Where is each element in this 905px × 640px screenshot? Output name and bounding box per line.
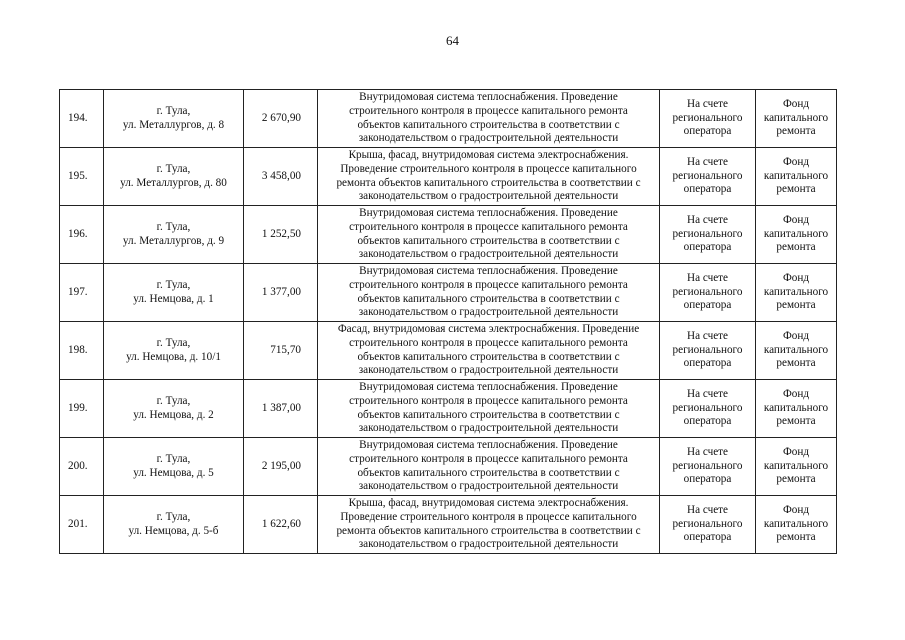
address-cell-line: г. Тула, [156, 104, 191, 117]
account-cell-line: регионального [672, 169, 743, 182]
funding-source-cell-line: Фонд [782, 504, 810, 517]
work-description-cell-line: объектов капитального строительства в соответствии с [357, 234, 620, 247]
work-description-cell-line: Фасад, внутридомовая система электроснабжения. Проведение [337, 323, 640, 336]
work-description-cell-line: законодательством о градостроительной деятельности [358, 364, 619, 377]
address-cell-line: ул. Немцова, д. 5 [133, 466, 214, 479]
account-cell-line: оператора [683, 357, 732, 370]
account-cell-line: регионального [672, 111, 743, 124]
work-description-cell-line: законодательством о градостроительной деятельности [358, 190, 619, 203]
work-description-cell [318, 148, 660, 206]
work-description-cell-line: объектов капитального строительства в соответствии с [357, 350, 620, 363]
address-cell-line: г. Тула, [156, 394, 191, 407]
funding-source-cell [756, 148, 837, 206]
funding-source-cell [756, 90, 837, 148]
work-description-cell-line: Проведение строительного контроля в процессе капитального [340, 162, 637, 175]
cost-cell: 1 622,60 [244, 496, 318, 554]
cost-cell: 3 458,00 [244, 148, 318, 206]
work-description-cell-line: строительного контроля в процессе капитального ремонта [349, 220, 628, 233]
table-row [60, 438, 837, 496]
work-description-cell-line: строительного контроля в процессе капитального ремонта [349, 336, 628, 349]
cost-cell: 1 377,00 [244, 264, 318, 322]
registry-table [59, 89, 837, 554]
funding-source-cell-line: ремонта [776, 357, 816, 370]
account-cell [660, 496, 756, 554]
funding-source-cell-line: ремонта [776, 241, 816, 254]
account-cell [660, 206, 756, 264]
account-cell-line: На счете [686, 214, 729, 227]
work-description-cell [318, 438, 660, 496]
funding-source-cell [756, 438, 837, 496]
account-cell-line: На счете [686, 330, 729, 343]
account-cell-line: регионального [672, 459, 743, 472]
address-cell-line: ул. Металлургов, д. 9 [122, 234, 225, 247]
account-cell-line: оператора [683, 531, 732, 544]
address-cell-line: г. Тула, [156, 510, 191, 523]
address-cell-line: ул. Немцова, д. 10/1 [126, 350, 221, 363]
funding-source-cell-line: Фонд [782, 388, 810, 401]
account-cell-line: На счете [686, 98, 729, 111]
funding-source-cell-line: капитального [763, 459, 829, 472]
cost-cell: 1 387,00 [244, 380, 318, 438]
work-description-cell-line: Внутридомовая система теплоснабжения. Проведение [359, 91, 618, 104]
address-cell-line: г. Тула, [156, 452, 191, 465]
row-number: 197. [60, 264, 104, 322]
funding-source-cell-line: ремонта [776, 415, 816, 428]
work-description-cell [318, 322, 660, 380]
address-cell-line: г. Тула, [156, 278, 191, 291]
funding-source-cell [756, 264, 837, 322]
work-description-cell-line: объектов капитального строительства в соответствии с [357, 408, 620, 421]
work-description-cell-line: Внутридомовая система теплоснабжения. Проведение [359, 207, 618, 220]
table-row [60, 496, 837, 554]
work-description-cell-line: законодательством о градостроительной деятельности [358, 132, 619, 145]
address-cell [104, 496, 244, 554]
account-cell-line: оператора [683, 299, 732, 312]
funding-source-cell-line: капитального [763, 169, 829, 182]
row-number: 198. [60, 322, 104, 380]
work-description-cell-line: законодательством о градостроительной деятельности [358, 422, 619, 435]
account-cell [660, 90, 756, 148]
address-cell-line: ул. Немцова, д. 1 [133, 292, 214, 305]
work-description-cell-line: Внутридомовая система теплоснабжения. Проведение [359, 381, 618, 394]
row-number: 194. [60, 90, 104, 148]
funding-source-cell-line: ремонта [776, 473, 816, 486]
funding-source-cell-line: Фонд [782, 330, 810, 343]
table-row [60, 380, 837, 438]
work-description-cell [318, 264, 660, 322]
work-description-cell-line: объектов капитального строительства в соответствии с [357, 466, 620, 479]
address-cell [104, 148, 244, 206]
work-description-cell-line: Крыша, фасад, внутридомовая система электроснабжения. [348, 149, 629, 162]
work-description-cell [318, 206, 660, 264]
address-cell [104, 322, 244, 380]
work-description-cell-line: Крыша, фасад, внутридомовая система электроснабжения. [348, 497, 629, 510]
funding-source-cell-line: ремонта [776, 299, 816, 312]
work-description-cell-line: строительного контроля в процессе капитального ремонта [349, 278, 628, 291]
account-cell [660, 148, 756, 206]
account-cell-line: На счете [686, 446, 729, 459]
funding-source-cell-line: Фонд [782, 446, 810, 459]
cost-cell: 715,70 [244, 322, 318, 380]
funding-source-cell-line: капитального [763, 111, 829, 124]
work-description-cell-line: Внутридомовая система теплоснабжения. Проведение [359, 265, 618, 278]
address-cell-line: г. Тула, [156, 336, 191, 349]
cost-cell: 2 195,00 [244, 438, 318, 496]
work-description-cell-line: ремонта объектов капитального строительства в соответствии с [336, 524, 641, 537]
table-body [60, 90, 837, 554]
account-cell-line: На счете [686, 388, 729, 401]
work-description-cell-line: законодательством о градостроительной деятельности [358, 248, 619, 261]
funding-source-cell-line: Фонд [782, 98, 810, 111]
table-row [60, 206, 837, 264]
address-cell-line: г. Тула, [156, 162, 191, 175]
table-row [60, 148, 837, 206]
funding-source-cell-line: Фонд [782, 156, 810, 169]
funding-source-cell-line: капитального [763, 343, 829, 356]
work-description-cell-line: ремонта объектов капитального строительства в соответствии с [336, 176, 641, 189]
row-number: 200. [60, 438, 104, 496]
account-cell-line: регионального [672, 285, 743, 298]
funding-source-cell-line: капитального [763, 517, 829, 530]
account-cell [660, 438, 756, 496]
account-cell-line: оператора [683, 241, 732, 254]
funding-source-cell-line: Фонд [782, 272, 810, 285]
page-number: 64 [446, 33, 459, 48]
account-cell-line: регионального [672, 401, 743, 414]
account-cell-line: регионального [672, 343, 743, 356]
address-cell-line: ул. Немцова, д. 5-б [128, 524, 219, 537]
work-description-cell-line: объектов капитального строительства в соответствии с [357, 292, 620, 305]
funding-source-cell-line: капитального [763, 227, 829, 240]
funding-source-cell [756, 206, 837, 264]
account-cell-line: На счете [686, 272, 729, 285]
address-cell [104, 380, 244, 438]
table-row [60, 264, 837, 322]
account-cell-line: На счете [686, 504, 729, 517]
work-description-cell-line: законодательством о градостроительной деятельности [358, 538, 619, 551]
account-cell-line: оператора [683, 125, 732, 138]
address-cell-line: г. Тула, [156, 220, 191, 233]
work-description-cell-line: Проведение строительного контроля в процессе капитального [340, 510, 637, 523]
work-description-cell-line: Внутридомовая система теплоснабжения. Проведение [359, 439, 618, 452]
work-description-cell-line: законодательством о градостроительной деятельности [358, 306, 619, 319]
work-description-cell-line: строительного контроля в процессе капитального ремонта [349, 452, 628, 465]
row-number: 201. [60, 496, 104, 554]
work-description-cell-line: строительного контроля в процессе капитального ремонта [349, 104, 628, 117]
account-cell [660, 380, 756, 438]
funding-source-cell-line: капитального [763, 285, 829, 298]
funding-source-cell-line: капитального [763, 401, 829, 414]
account-cell-line: оператора [683, 183, 732, 196]
account-cell-line: оператора [683, 415, 732, 428]
row-number: 199. [60, 380, 104, 438]
address-cell [104, 206, 244, 264]
address-cell [104, 438, 244, 496]
funding-source-cell-line: ремонта [776, 183, 816, 196]
account-cell-line: оператора [683, 473, 732, 486]
work-description-cell-line: законодательством о градостроительной деятельности [358, 480, 619, 493]
row-number: 196. [60, 206, 104, 264]
table-row [60, 90, 837, 148]
work-description-cell [318, 90, 660, 148]
address-cell [104, 90, 244, 148]
work-description-cell [318, 496, 660, 554]
row-number: 195. [60, 148, 104, 206]
account-cell-line: На счете [686, 156, 729, 169]
funding-source-cell [756, 322, 837, 380]
funding-source-cell [756, 496, 837, 554]
work-description-cell-line: объектов капитального строительства в соответствии с [357, 118, 620, 131]
account-cell [660, 264, 756, 322]
address-cell-line: ул. Металлургов, д. 8 [122, 118, 225, 131]
cost-cell: 2 670,90 [244, 90, 318, 148]
address-cell-line: ул. Металлургов, д. 80 [120, 176, 227, 189]
account-cell-line: регионального [672, 517, 743, 530]
funding-source-cell-line: Фонд [782, 214, 810, 227]
account-cell-line: регионального [672, 227, 743, 240]
funding-source-cell-line: ремонта [776, 531, 816, 544]
funding-source-cell-line: ремонта [776, 125, 816, 138]
funding-source-cell [756, 380, 837, 438]
account-cell [660, 322, 756, 380]
address-cell [104, 264, 244, 322]
cost-cell: 1 252,50 [244, 206, 318, 264]
work-description-cell-line: строительного контроля в процессе капитального ремонта [349, 394, 628, 407]
address-cell-line: ул. Немцова, д. 2 [133, 408, 214, 421]
table-row [60, 322, 837, 380]
work-description-cell [318, 380, 660, 438]
